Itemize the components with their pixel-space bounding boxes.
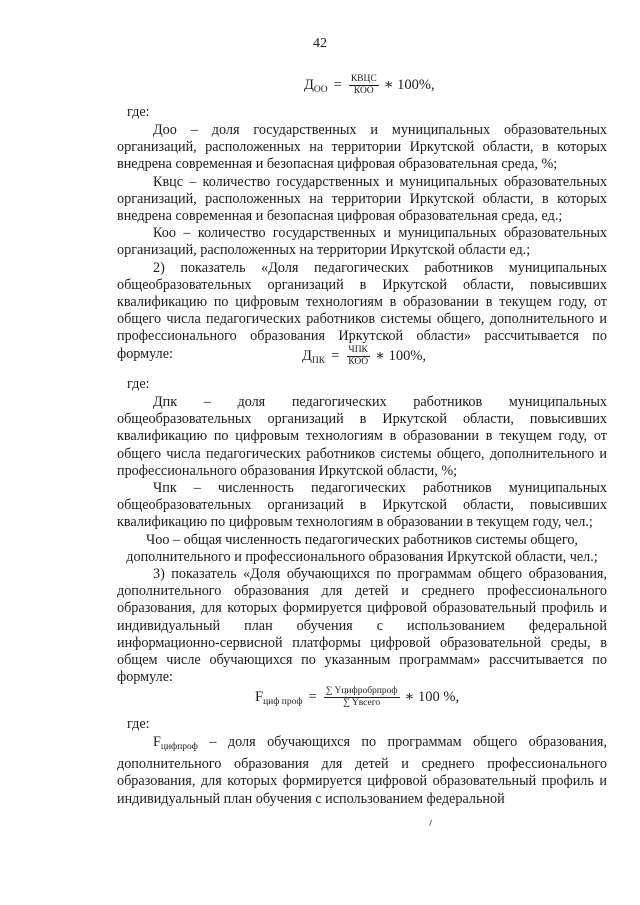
text-block-2: [117, 394, 607, 686]
scan-mark: [429, 820, 432, 826]
definition-choo: Чоо – общая численность педагогических работников системы общего, дополнительного и профессионального образования Иркутской области, чел.;: [126, 531, 598, 565]
formula-dpk-rhs: ∗ 100%,: [375, 348, 427, 364]
formula-doo-lhs-sub: ОО: [313, 84, 328, 95]
formula-fcif-rhs: ∗ 100 %,: [404, 689, 460, 705]
formula-dpk-lhs: [302, 348, 325, 366]
definition-fcif-letter: F: [153, 734, 161, 750]
where-label-1: где:: [127, 104, 150, 120]
formula-dpk-eq: =: [331, 348, 340, 364]
formula-fcif-lhs-sub: циф проф: [263, 696, 303, 707]
formula-dpk-lhs-sub: ПК: [311, 355, 326, 366]
formula-doo-denominator: КОО: [353, 86, 374, 96]
formula-dpk-lhs-letter: Д: [302, 347, 312, 364]
definition-doo: Дoo – доля государственных и муниципальных образовательных организаций, расположенных на территории Иркутской области, в которых внедрена современная и безопасная цифровая образовательная среда, %;: [117, 122, 607, 173]
formula-doo-numerator: КВЦС: [350, 74, 377, 84]
where-label-3: где:: [127, 716, 150, 732]
definition-chpk: Чпк – численность педагогических работников муниципальных общеобразовательных организаций в Иркутской области, повысивших квалификацию по цифровым технологиям в образовании в текущем году, чел.;: [117, 480, 607, 531]
definition-kvcs: Квцс – количество государственных и муниципальных образовательных организаций, расположенных на территории Иркутской области, в которых внедрена современная и безопасная цифровая образовательная среда, ед.;: [117, 173, 607, 225]
formula-fcif-lhs-letter: F: [255, 688, 264, 705]
formula-fcif: [255, 686, 459, 709]
indicator-2-description: 2) показатель «Доля педагогических работников муниципальных общеобразовательных организаций в Иркутской области, повысивших квалификацию по цифровым технологиям в образовании в текущем году, от общего числа педагогических работников системы общего, дополнительного и профессионального образования Иркутской области» рассчитывается по формуле:: [117, 259, 607, 362]
formula-doo: [304, 74, 435, 97]
formula-fcif-fraction: [324, 686, 400, 709]
formula-doo-lhs: [304, 77, 328, 95]
formula-doo-fraction: [349, 74, 379, 97]
formula-doo-eq: =: [333, 77, 342, 93]
formula-fcif-eq: =: [308, 689, 317, 705]
formula-dpk-denominator: КОО: [348, 357, 369, 367]
formula-dpk-numerator: ЧПК: [348, 345, 368, 355]
where-label-2: где:: [127, 376, 150, 392]
formula-dpk-fraction: [346, 345, 370, 368]
formula-dpk: [302, 345, 426, 368]
definition-dpk: Дпк – доля педагогических работников муниципальных общеобразовательных организаций в Иркутской области, повысивших квалификацию по цифровым технологиям в образовании в текущем году, от общего числа педагогических работников системы общего, дополнительного и профессионального образования Иркутской области, %;: [117, 394, 607, 479]
text-block-1: [117, 122, 607, 363]
formula-doo-rhs: ∗ 100%,: [383, 77, 435, 93]
page-number: 42: [313, 36, 327, 51]
definition-fcif-sub: цифпроф: [160, 742, 198, 752]
text-block-3: [117, 734, 607, 808]
formula-doo-lhs-letter: Д: [304, 76, 314, 93]
indicator-3-description: 3) показатель «Доля обучающихся по программам общего образования, дополнительного образования для детей и среднего профессионального образования, для которых формируется цифровой образовательный профиль и индивидуальный план обучения с использованием федеральной информационно-сервисной платформы цифровой образовательной среды, в общем числе обучающихся по указанным программам» рассчитывается по формуле:: [117, 566, 607, 686]
formula-fcif-lhs: [255, 689, 303, 707]
definition-fcif-text: – доля обучающихся по программам общего образования, дополнительного образования для детей и среднего профессионального образования, для которых формируется цифровой образовательный профиль и индивидуальный план обучения с использованием федеральной: [117, 734, 607, 807]
formula-fcif-numerator: ∑ Yцифробрпроф: [325, 686, 398, 696]
formula-fcif-denominator: ∑ Yвсего: [343, 698, 381, 708]
definition-koo: Коо – количество государственных и муниципальных образовательных организаций, расположенных на территории Иркутской области ед.;: [117, 225, 607, 259]
definition-fcif: [117, 734, 607, 808]
